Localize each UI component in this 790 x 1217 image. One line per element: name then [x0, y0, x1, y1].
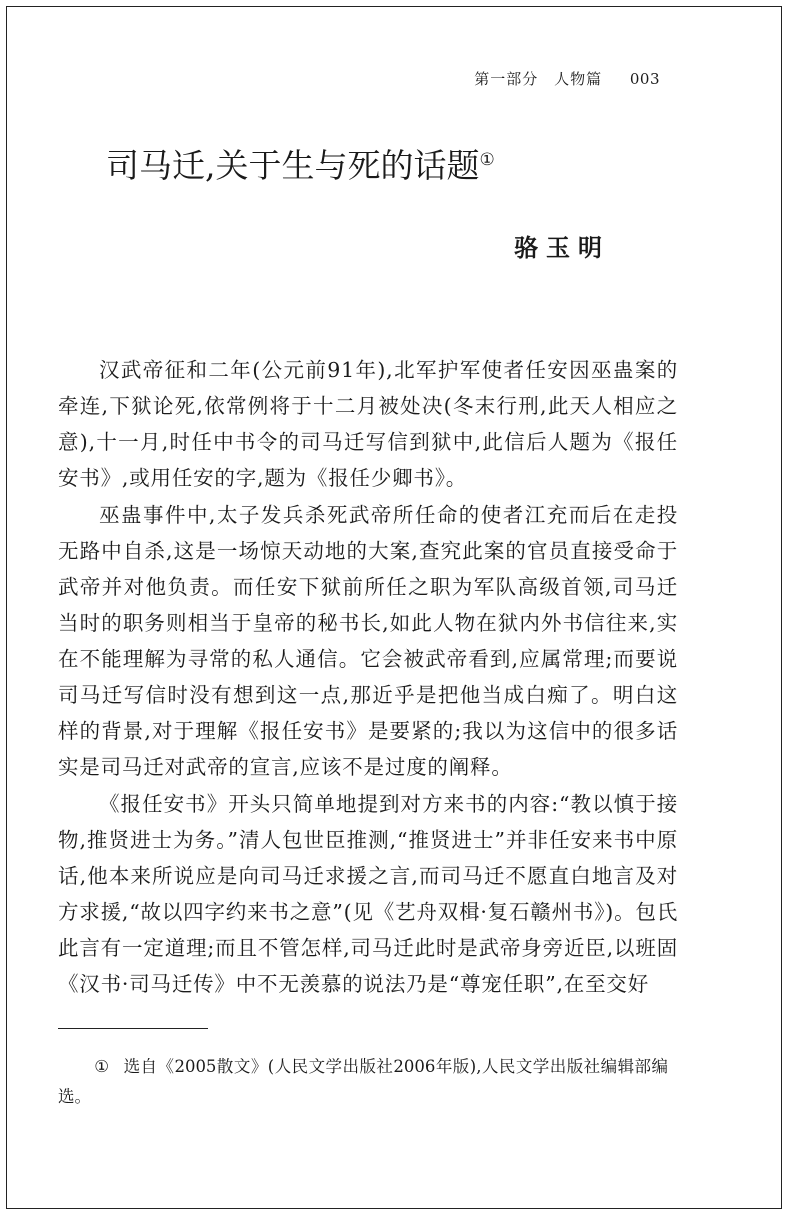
paragraph-1: 汉武帝征和二年(公元前91年),北军护军使者任安因巫蛊案的牵连,下狱论死,依常例将于十二月被处决(冬末行刑,此天人相应之意),十一月,时任中书令的司马迁写信到狱中,此信后人题为《报任安书》,或用任安的字,题为《报任少卿书》。 — [58, 358, 678, 490]
paragraph-2: 巫蛊事件中,太子发兵杀死武帝所任命的使者江充而后在走投无路中自杀,这是一场惊天动地的大案,查究此案的官员直接受命于武帝并对他负责。而任安下狱前所任之职为军队高级首领,司马迁当时的职务则相当于皇帝的秘书长,如此人物在狱内外书信往来,实在不能理解为寻常的私人通信。它会被武帝看到,应属常理;而要说司马迁写信时没有想到这一点,那近乎是把他当成白痴了。明白这样的背景,对于理解《报任安书》是要紧的;我以为这信中的很多话实是司马迁对武帝的宣言,应该不是过度的阐释。 — [58, 503, 678, 779]
footnote-divider — [58, 1028, 208, 1029]
paragraph-3: 《报任安书》开头只简单地提到对方来书的内容:“教以慎于接物,推贤进士为务。”清人包世臣推测,“推贤进士”并非任安来书中原话,他本来所说应是向司马迁求援之言,而司马迁不愿直白地言及对方求援,“故以四字约来书之意”(见《艺舟双楫·复石赣州书》)。包氏此言有一定道理;而且不管怎样,司马迁此时是武帝身旁近臣,以班固《汉书·司马迁传》中不无羡慕的说法乃是“尊宠任职”,在至交好 — [58, 792, 678, 996]
footnote — [58, 1052, 668, 1112]
header-section: 第一部分 — [474, 70, 539, 88]
author-name: 骆玉明 — [514, 233, 610, 262]
header-chapter: 人物篇 — [554, 70, 603, 88]
article-title-text: 司马迁,关于生与死的话题 — [106, 146, 480, 185]
article-title — [106, 140, 495, 187]
running-header — [474, 68, 660, 89]
footnote-marker: ① — [94, 1057, 110, 1076]
footnote-text: 选自《2005散文》(人民文学出版社2006年版),人民文学出版社编辑部编选。 — [58, 1057, 669, 1106]
title-footnote-marker: ① — [479, 150, 495, 170]
article-body — [58, 352, 678, 1003]
page-number: 003 — [629, 70, 660, 88]
